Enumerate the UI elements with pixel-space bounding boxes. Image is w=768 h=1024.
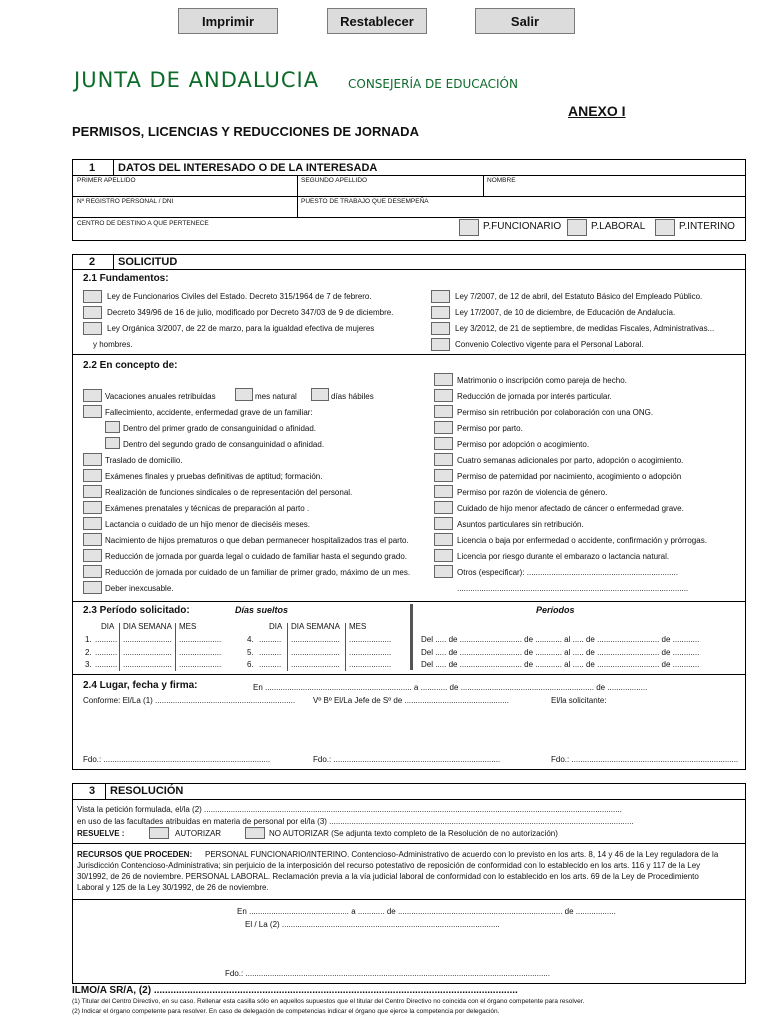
row-number: 1. — [85, 635, 92, 644]
no-autorizar-checkbox[interactable] — [245, 827, 265, 839]
concepto-checkbox[interactable] — [434, 533, 453, 546]
dia-field[interactable]: .......... — [95, 635, 118, 644]
fund-label: Decreto 349/96 de 16 de julio, modificado por Decreto 347/03 de 9 de diciembre. — [107, 308, 394, 317]
concepto-checkbox[interactable] — [83, 549, 102, 562]
section-interesado — [72, 159, 746, 241]
otros-continuation[interactable]: ........................................................................................................ — [457, 584, 689, 593]
junta-logo: JUNTA DE ANDALUCIA — [74, 68, 320, 92]
fdo-solicitante[interactable]: Fdo.: ........................................................................... — [551, 755, 739, 764]
concepto-checkbox[interactable] — [434, 469, 453, 482]
section-solicitud — [72, 254, 746, 770]
col-mes: MES — [349, 622, 367, 631]
dia-semana-field[interactable]: ...................... — [123, 648, 172, 657]
concepto-label: Permiso por razón de violencia de género. — [457, 488, 608, 497]
fund-label: Ley 17/2007, de 10 de diciembre, de Educación de Andalucía. — [455, 308, 676, 317]
col-dia-semana: DIA SEMANA — [123, 622, 172, 631]
fallecimiento-label: Fallecimiento, accidente, enfermedad grave de un familiar: — [105, 408, 313, 417]
concepto-checkbox[interactable] — [434, 389, 453, 402]
dia-semana-field[interactable]: ...................... — [291, 660, 340, 669]
recursos-label: RECURSOS QUE PROCEDEN: — [77, 850, 193, 859]
section-title: RESOLUCIÓN — [110, 785, 184, 797]
concepto-label: Permiso por adopción o acogimiento. — [457, 440, 590, 449]
concepto-label: Exámenes prenatales y técnicas de preparación al parto . — [105, 504, 310, 513]
recursos-text: 30/1992, de 26 de noviembre. PERSONAL LABORAL. Reclamación previa a la vía judicial laboral de conformidad con lo establecido en los arts. 69 de la Ley de Procedimiento — [77, 872, 699, 881]
concepto-label: Traslado de domicilio. — [105, 456, 183, 465]
fund-checkbox[interactable] — [83, 290, 102, 303]
primer-grado-checkbox[interactable] — [105, 421, 120, 433]
segundo-grado-label: Dentro del segundo grado de consanguinidad o afinidad. — [123, 440, 325, 449]
section-title: DATOS DEL INTERESADO O DE LA INTERESADA — [118, 162, 378, 174]
anexo-label: ANEXO I — [568, 103, 626, 119]
centro-destino-field[interactable]: CENTRO DE DESTINO A QUE PERTENECE — [77, 220, 209, 227]
mes-field[interactable]: ................... — [179, 635, 222, 644]
laboral-label: P.LABORAL — [591, 221, 646, 232]
row-number: 2. — [85, 648, 92, 657]
fund-checkbox[interactable] — [431, 290, 450, 303]
concepto-checkbox[interactable] — [83, 485, 102, 498]
recursos-text: PERSONAL FUNCIONARIO/INTERINO. Contencioso-Administrativo de acuerdo con lo previsto en los arts. 8, 14 y 46 de la Ley reguladora de la — [205, 850, 719, 859]
recursos-text: Jurisdicción Contencioso-Administrativa; sin perjuicio de la interposición del recurso potestativo de reposición de conformidad con lo establecido en los arts. 116 y 117 de la Ley — [77, 861, 701, 870]
fund-checkbox[interactable] — [431, 322, 450, 335]
concepto-label: Licencia o baja por enfermedad o accidente, confirmación y prórrogas. — [457, 536, 707, 545]
nombre-field[interactable]: NOMBRE — [487, 177, 516, 184]
row-number: 6. — [247, 660, 254, 669]
section-number: 2 — [89, 256, 96, 268]
mes-field[interactable]: ................... — [349, 635, 392, 644]
consejeria-label: CONSEJERÍA DE EDUCACIÓN — [348, 77, 518, 91]
concepto-label: Reducción de jornada por cuidado de un familiar de primer grado, máximo de un mes. — [105, 568, 411, 577]
fund-label: Ley Orgánica 3/2007, de 22 de marzo, para la igualdad efectiva de mujeres — [107, 324, 375, 333]
concepto-checkbox[interactable] — [434, 405, 453, 418]
resolucion-fdo-line[interactable]: Fdo.: ......................................................................................................................................... — [225, 969, 550, 978]
interino-checkbox[interactable] — [655, 219, 675, 236]
mes-field[interactable]: ................... — [179, 660, 222, 669]
concepto-checkbox[interactable] — [434, 501, 453, 514]
periodo-line[interactable]: Del ..... de ............................ de ............ al ..... de ............................ de ............ — [421, 648, 700, 657]
mes-field[interactable]: ................... — [349, 648, 392, 657]
concepto-label: Matrimonio o inscripción como pareja de hecho. — [457, 376, 627, 385]
concepto-label: Cuatro semanas adicionales por parto, adopción o acogimiento. — [457, 456, 684, 465]
dias-habiles-checkbox[interactable] — [311, 388, 329, 401]
fund-label: Convenio Colectivo vigente para el Personal Laboral. — [455, 340, 644, 349]
vb-line[interactable]: Vº Bº El/La Jefe de Sº de ............................................... — [313, 696, 509, 705]
dia-field[interactable]: .......... — [259, 648, 282, 657]
dias-habiles-label: días hábiles — [331, 392, 374, 401]
fdo-vb[interactable]: Fdo.: ........................................................................... — [313, 755, 501, 764]
concepto-checkbox[interactable] — [83, 533, 102, 546]
reset-button[interactable]: Restablecer — [327, 8, 427, 34]
section-title: SOLICITUD — [118, 256, 178, 268]
col-dia-semana: DIA SEMANA — [291, 622, 340, 631]
mes-field[interactable]: ................... — [349, 660, 392, 669]
print-button[interactable]: Imprimir — [178, 8, 278, 34]
section-resolucion — [72, 783, 746, 984]
fund-checkbox[interactable] — [431, 338, 450, 351]
section-number: 1 — [89, 162, 96, 174]
concepto-checkbox[interactable] — [83, 581, 102, 594]
concepto-label: Permiso por parto. — [457, 424, 523, 433]
funcionario-label: P.FUNCIONARIO — [483, 221, 562, 232]
vacaciones-checkbox[interactable] — [83, 389, 102, 402]
dia-field[interactable]: .......... — [95, 660, 118, 669]
concepto-checkbox[interactable] — [434, 565, 453, 578]
concepto-label: Deber inexcusable. — [105, 584, 174, 593]
section-number: 3 — [89, 785, 96, 797]
concepto-checkbox[interactable] — [83, 565, 102, 578]
resolucion-lugar-line[interactable]: En ............................................. a ............ de .......................................................................... de .................. — [237, 907, 616, 916]
vacaciones-label: Vacaciones anuales retribuidas — [105, 392, 216, 401]
resolucion-cargo-line[interactable]: El / La (2) .................................................................................................. — [245, 920, 500, 929]
footnote-2: (2) Indicar el órgano competente para resolver. En caso de delegación de competencias indicar el órgano que ejerce la competencia por delegación. — [72, 1008, 500, 1015]
registro-dni-field[interactable]: Nº REGISTRO PERSONAL / DNI — [77, 198, 174, 205]
conforme-line[interactable]: Conforme: El/La (1) ............................................................... — [83, 696, 296, 705]
mes-natural-checkbox[interactable] — [235, 388, 253, 401]
mes-natural-label: mes natural — [255, 392, 297, 401]
concepto-label: Reducción de jornada por guarda legal o cuidado de familiar hasta el segundo grado. — [105, 552, 407, 561]
concepto-checkbox[interactable] — [83, 469, 102, 482]
periodos-label: Períodos — [536, 605, 575, 615]
concepto-checkbox[interactable] — [83, 517, 102, 530]
concepto-label: Reducción de jornada por interés particular. — [457, 392, 612, 401]
concepto-checkbox[interactable] — [434, 485, 453, 498]
facultades-line[interactable]: en uso de las facultades atribuidas en materia de personal por el/la (3) ......................................................................................................................................... — [77, 817, 634, 826]
lugar-title: 2.4 Lugar, fecha y firma: — [83, 680, 198, 691]
fdo-conforme[interactable]: Fdo.: ........................................................................... — [83, 755, 271, 764]
fundamentos-title: 2.1 Fundamentos: — [83, 273, 169, 284]
footnote-1: (1) Titular del Centro Directivo, en su caso. Rellenar esta casilla sólo en aquellos supuestos que el titular del Centro Directivo no coincida con el órgano competente para resolver. — [72, 998, 585, 1005]
fund-label: Ley de Funcionarios Civiles del Estado. Decreto 315/1964 de 7 de febrero. — [107, 292, 372, 301]
fund-checkbox[interactable] — [83, 306, 102, 319]
row-number: 4. — [247, 635, 254, 644]
segundo-apellido-field[interactable]: SEGUNDO APELLIDO — [301, 177, 368, 184]
concepto-checkbox[interactable] — [83, 453, 102, 466]
concepto-label: Licencia por riesgo durante el embarazo o lactancia natural. — [457, 552, 670, 561]
fund-label: Ley 3/2012, de 21 de septiembre, de medidas Fiscales, Administrativas... — [455, 324, 715, 333]
funcionario-checkbox[interactable] — [459, 219, 479, 236]
dia-semana-field[interactable]: ...................... — [291, 648, 340, 657]
concepto-checkbox[interactable] — [83, 501, 102, 514]
concepto-checkbox[interactable] — [434, 453, 453, 466]
col-mes: MES — [179, 622, 197, 631]
segundo-grado-checkbox[interactable] — [105, 437, 120, 449]
concepto-checkbox[interactable] — [434, 437, 453, 450]
concepto-checkbox[interactable] — [434, 421, 453, 434]
dias-sueltos-label: Días sueltos — [235, 605, 289, 615]
concepto-checkbox[interactable] — [434, 517, 453, 530]
dia-field[interactable]: .......... — [95, 648, 118, 657]
resuelve-label: RESUELVE : — [77, 829, 125, 838]
fund-label: Ley 7/2007, de 12 de abril, del Estatuto Básico del Empleado Público. — [455, 292, 703, 301]
fund-checkbox[interactable] — [83, 322, 102, 335]
laboral-checkbox[interactable] — [567, 219, 587, 236]
mes-field[interactable]: ................... — [179, 648, 222, 657]
ilmo-line[interactable]: ILMO/A SR/A, (2) ................................................................................................................................... — [72, 985, 518, 996]
primer-grado-label: Dentro del primer grado de consanguinidad o afinidad. — [123, 424, 317, 433]
concepto-title: 2.2 En concepto de: — [83, 360, 178, 371]
periodo-title: 2.3 Período solicitado: — [83, 605, 190, 616]
concepto-label: Permiso de paternidad por nacimiento, acogimiento o adopción — [457, 472, 682, 481]
vista-peticion-line[interactable]: Vista la petición formulada, el/la (2) ............................................................................................................................................................................................ — [77, 805, 622, 814]
periodo-line[interactable]: Del ..... de ............................ de ............ al ..... de ............................ de ............ — [421, 660, 700, 669]
row-number: 3. — [85, 660, 92, 669]
primer-apellido-field[interactable]: PRIMER APELLIDO — [77, 177, 136, 184]
interino-label: P.INTERINO — [679, 221, 735, 232]
concepto-label: Asuntos particulares sin retribución. — [457, 520, 584, 529]
dia-semana-field[interactable]: ...................... — [123, 660, 172, 669]
solicitante-label: El/la solicitante: — [551, 696, 607, 705]
fund-label-cont: y hombres. — [93, 340, 133, 349]
dia-field[interactable]: .......... — [259, 635, 282, 644]
concepto-checkbox[interactable] — [434, 549, 453, 562]
fund-checkbox[interactable] — [431, 306, 450, 319]
row-number: 5. — [247, 648, 254, 657]
otros-label: Otros (especificar): .................................................................... — [457, 568, 678, 577]
no-autorizar-label: NO AUTORIZAR (Se adjunta texto completo de la Resolución de no autorización) — [269, 829, 558, 838]
puesto-field[interactable]: PUESTO DE TRABAJO QUE DESEMPEÑA — [301, 198, 429, 205]
dia-field[interactable]: .......... — [259, 660, 282, 669]
periodo-line[interactable]: Del ..... de ............................ de ............ al ..... de ............................ de ............ — [421, 635, 700, 644]
exit-button[interactable]: Salir — [475, 8, 575, 34]
dia-semana-field[interactable]: ...................... — [123, 635, 172, 644]
form-title: PERMISOS, LICENCIAS Y REDUCCIONES DE JORNADA — [72, 124, 419, 139]
concepto-label: Realización de funciones sindicales o de representación del personal. — [105, 488, 353, 497]
concepto-label: Lactancia o cuidado de un hijo menor de dieciséis meses. — [105, 520, 311, 529]
concepto-label: Exámenes finales y pruebas definitivas de aptitud; formación. — [105, 472, 323, 481]
concepto-label: Nacimiento de hijos prematuros o que deban permanecer hospitalizados tras el parto. — [105, 536, 409, 545]
autorizar-checkbox[interactable] — [149, 827, 169, 839]
col-dia: DIA — [101, 622, 115, 631]
dia-semana-field[interactable]: ...................... — [291, 635, 340, 644]
lugar-fecha-line[interactable]: En .................................................................. a ............ de ............................................................ de .................. — [253, 683, 648, 692]
concepto-label: Cuidado de hijo menor afectado de cáncer o enfermedad grave. — [457, 504, 684, 513]
fallecimiento-checkbox[interactable] — [83, 405, 102, 418]
recursos-text: Laboral y 125 de la Ley 30/1992, de 26 de noviembre. — [77, 883, 269, 892]
col-dia: DIA — [269, 622, 283, 631]
concepto-label: Permiso sin retribución por colaboración con una ONG. — [457, 408, 654, 417]
autorizar-label: AUTORIZAR — [175, 829, 222, 838]
concepto-checkbox[interactable] — [434, 373, 453, 386]
